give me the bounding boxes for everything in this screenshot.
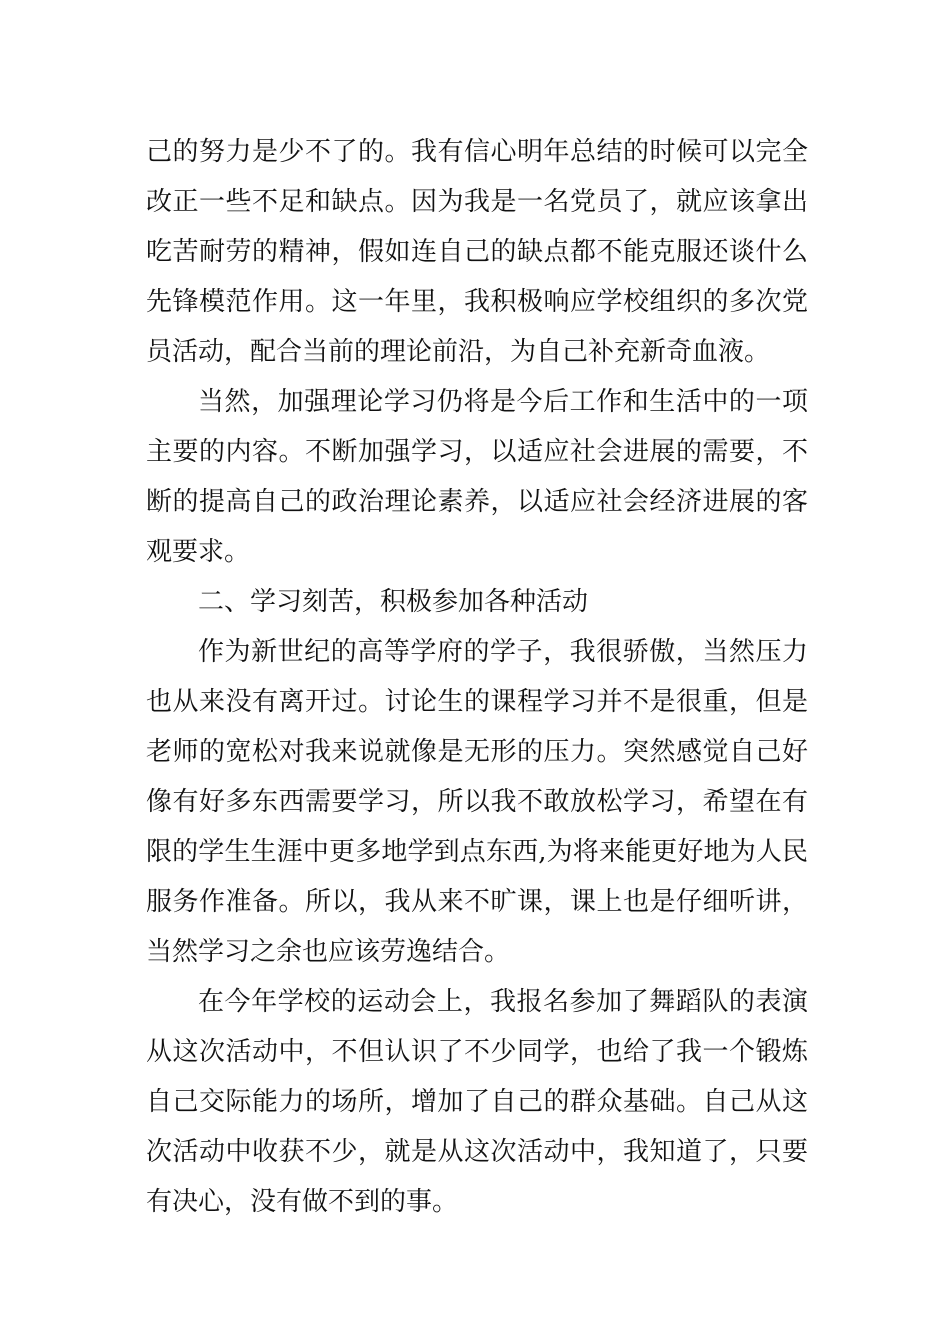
text-line: 断的提高自己的政治理论素养，以适应社会经济进展的客 — [146, 487, 808, 517]
paragraph — [146, 627, 808, 977]
paragraph — [146, 977, 808, 1227]
text-line: 员活动，配合当前的理论前沿，为自己补充新奇血液。 — [146, 337, 771, 367]
text-line: 在今年学校的运动会上，我报名参加了舞蹈队的表演 — [198, 987, 808, 1017]
text-line: 次活动中收获不少，就是从这次活动中，我知道了，只要 — [146, 1137, 808, 1167]
text-line: 己的努力是少不了的。我有信心明年总结的时候可以完全 — [146, 137, 808, 167]
text-line: 限的学生生涯中更多地学到点东西,为将来能更好地为人民 — [146, 837, 808, 867]
text-line: 先锋模范作用。这一年里，我积极响应学校组织的多次党 — [146, 287, 808, 317]
text-line: 有决心，没有做不到的事。 — [146, 1187, 459, 1217]
text-line: 作为新世纪的高等学府的学子，我很骄傲，当然压力 — [198, 637, 808, 667]
paragraph — [146, 377, 808, 577]
document-body — [146, 127, 808, 1227]
text-line: 当然，加强理论学习仍将是今后工作和生活中的一项 — [198, 387, 808, 417]
text-line: 主要的内容。不断加强学习，以适应社会进展的需要，不 — [146, 437, 808, 467]
text-line: 老师的宽松对我来说就像是无形的压力。突然感觉自己好 — [146, 737, 808, 767]
text-line: 改正一些不足和缺点。因为我是一名党员了，就应该拿出 — [146, 187, 808, 217]
heading-line: 二、学习刻苦，积极参加各种活动 — [198, 587, 589, 617]
text-line: 当然学习之余也应该劳逸结合。 — [146, 937, 511, 967]
text-line: 自己交际能力的场所，增加了自己的群众基础。自己从这 — [146, 1087, 808, 1117]
text-line: 服务作准备。所以，我从来不旷课，课上也是仔细听讲， — [146, 887, 808, 917]
section-heading — [146, 577, 808, 627]
text-line: 吃苦耐劳的精神，假如连自己的缺点都不能克服还谈什么 — [146, 237, 808, 267]
paragraph — [146, 127, 808, 377]
text-line: 也从来没有离开过。讨论生的课程学习并不是很重，但是 — [146, 687, 808, 717]
text-line: 从这次活动中，不但认识了不少同学，也给了我一个锻炼 — [146, 1037, 808, 1067]
text-line: 观要求。 — [146, 537, 251, 567]
text-line: 像有好多东西需要学习，所以我不敢放松学习，希望在有 — [146, 787, 808, 817]
